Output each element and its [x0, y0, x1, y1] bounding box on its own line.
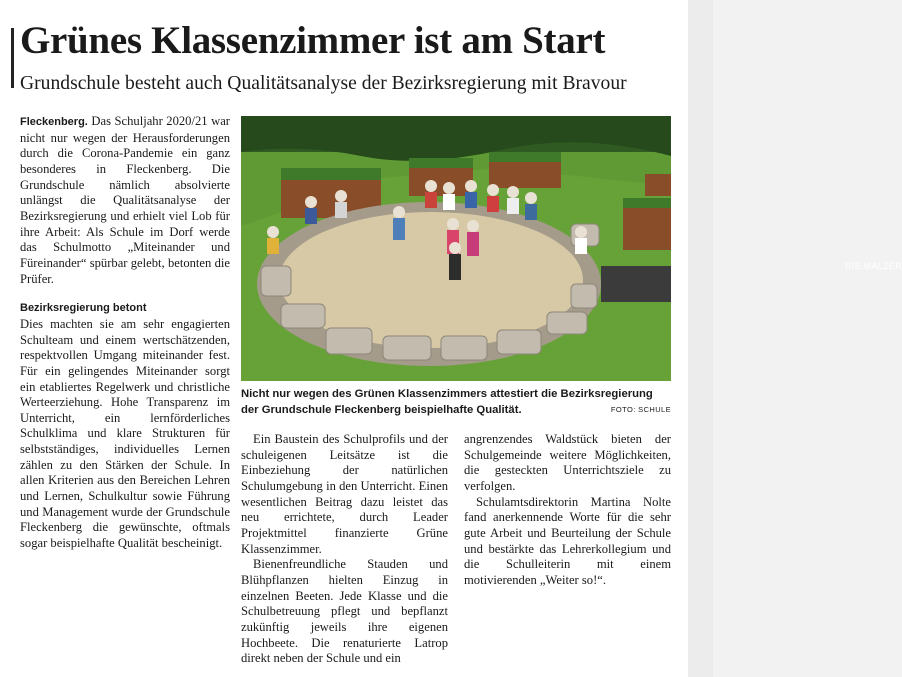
section-subtitle: Bezirksregierung betont — [20, 302, 147, 315]
photo-credit: FOTO: SCHULE — [610, 404, 671, 414]
column-1 — [20, 114, 230, 552]
photo-illustration — [241, 116, 671, 381]
scrollbar-track[interactable] — [688, 0, 713, 677]
headline: Grünes Klassenzimmer ist am Start — [20, 19, 606, 62]
paragraph-2: Dies machten sie am sehr engagierten Schulteam und einem wertschätzenden, respektvollen Umgang miteinander fest. Für ein gelingendes Miteinander sorgt ein etabliertes Regelwerk und christliche Werteerziehung. Hohe Transparenz im Unterricht, ein lernförderliches Schulklima und klare Strukturen für selbstständiges, individuelles Lernen zählen zu den Stärken der Schule. In allen Kriterien aus den Bereichen Lehren und Lernen, Schulkultur sowie Führung und Management wurde der Grundschule Fleckenberg die gewünschte, oftmals sogar beispielhafte Qualität bescheinigt. — [20, 316, 230, 551]
photo-caption-text: Nicht nur wegen des Grünen Klassenzimmers attestiert die Bezirksregierung der Grundschule Fleckenberg beispielhafte Qualität. — [241, 388, 653, 416]
column-3 — [464, 432, 671, 589]
subheadline: Grundschule besteht auch Qualitätsanalyse der Bezirksregierung mit Bravour — [20, 73, 627, 94]
paragraph-5: Schulamtsdirektorin Martina Nolte fand anerkennende Worte für die sehr gute Arbeit und Beurteilung der Schule und bestärkte das Lehrerkollegium und die Schulleiterin mit einem motivierenden „Weiter so!“. — [464, 494, 671, 587]
paragraph-4: Bienenfreundliche Stauden und Blühpflanzen hielten Einzug in einzelnen Beeten. Jede Klasse und die Schulbetreuung pflegt und bepflanzt zukünftig jeweils ihre eigenen Hochbeete. Die renaturierte Latrop direkt neben der Schule und ein — [241, 557, 448, 666]
photo-watermark: RIS.MALZER — [845, 261, 902, 271]
column-2 — [241, 432, 448, 667]
headline-rule — [11, 28, 14, 88]
paragraph-3: Ein Baustein des Schulprofils und der schuleigenen Leitsätze ist die Einbeziehung der natürlichen Schulumgebung in den Unterricht. Einen wesentlichen Beitrag dazu leistet das neu errichtete, durch Leader Projektmittel finanzierte Grüne Klassenzimmer. — [241, 432, 448, 556]
article-photo — [241, 116, 902, 381]
photo-caption — [241, 387, 671, 418]
paragraph-1-text: Das Schuljahr 2020/21 war nicht nur wegen der Herausforderungen durch die Corona-Pandemie ein ganz besonderes in Fleckenberg. Die Grundschule nämlich absolvierte unlängst die Qualitätsanalyse der Bezirksregierung und erhielt viel Lob für ihre Arbeit: Als Schule im Dorf werde das Schulmotto „Miteinander und Füreinander“ spürbar gelebt, betonten die Prüfer. — [20, 114, 230, 286]
paragraph-4-continued: angrenzendes Waldstück bieten der Schulgemeinde weitere Möglichkeiten, die gesteckten Unterrichtsziele zu verfolgen. — [464, 432, 671, 493]
paragraph-1 — [20, 114, 230, 287]
dateline: Fleckenberg. — [20, 116, 88, 128]
